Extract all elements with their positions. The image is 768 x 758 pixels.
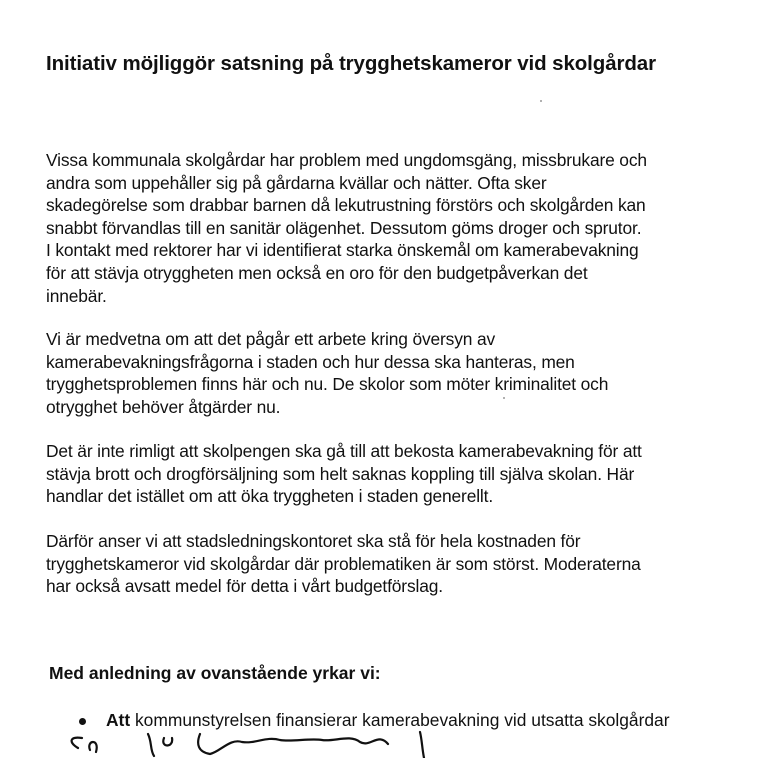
proposal-text: kommunstyrelsen finansierar kamerabevakning vid utsatta skolgårdar (130, 710, 670, 730)
paragraph-1 (46, 149, 736, 307)
paragraph-line: Därför anser vi att stadsledningskontoret ska stå för hela kostnaden för (46, 531, 581, 551)
paragraph-3 (46, 440, 736, 508)
paragraph-line: för att stävja otryggheten men också en oro för den budgetpåverkan det (46, 262, 588, 283)
paragraph-2 (46, 328, 736, 418)
paragraph-line: I kontakt med rektorer har vi identifierat starka önskemål om kamerabevakning (46, 240, 639, 261)
bullet-icon (79, 718, 86, 725)
paragraph-line: Vi är medvetna om att det pågår ett arbete kring översyn av (46, 329, 496, 349)
scan-speck (540, 100, 542, 102)
paragraph-line: skadegörelse som drabbar barnen då lekutrustning förstörs och skolgården kan (46, 195, 646, 216)
paragraph-line: handlar det istället om att öka tryggheten i staden generellt. (46, 486, 494, 507)
paragraph-line: stävja brott och drogförsäljning som helt saknas koppling till själva skolan. Här (46, 463, 635, 484)
proposals-heading: Med anledning av ovanstående yrkar vi: (49, 663, 381, 683)
document-title: Initiativ möjliggör satsning på trygghetskameror vid skolgårdar (46, 52, 656, 75)
paragraph-line: otrygghet behöver åtgärder nu. (46, 396, 281, 417)
paragraph-line: kamerabevakningsfrågorna i staden och hur dessa ska hanteras, men (46, 351, 575, 372)
scan-speck (503, 397, 505, 399)
paragraph-line: Det är inte rimligt att skolpengen ska gå till att bekosta kamerabevakning för att (46, 441, 642, 461)
paragraph-line: Vissa kommunala skolgårdar har problem med ungdomsgäng, missbrukare och (46, 150, 647, 170)
paragraph-line: trygghetsproblemen finns här och nu. De skolor som möter kriminalitet och (46, 374, 609, 395)
paragraph-line: innebär. (46, 285, 107, 306)
paragraph-line: har också avsatt medel för detta i vårt budgetförslag. (46, 576, 443, 597)
handwritten-signature (60, 728, 460, 758)
proposal-lead: Att (106, 710, 131, 730)
paragraph-4 (46, 530, 736, 598)
paragraph-line: trygghetskameror vid skolgårdar där problematiken är som störst. Moderaterna (46, 553, 641, 574)
paragraph-line: snabbt förvandlas till en sanitär olägenhet. Dessutom göms droger och sprutor. (46, 217, 642, 238)
paragraph-line: andra som uppehåller sig på gårdarna kvällar och nätter. Ofta sker (46, 172, 547, 193)
